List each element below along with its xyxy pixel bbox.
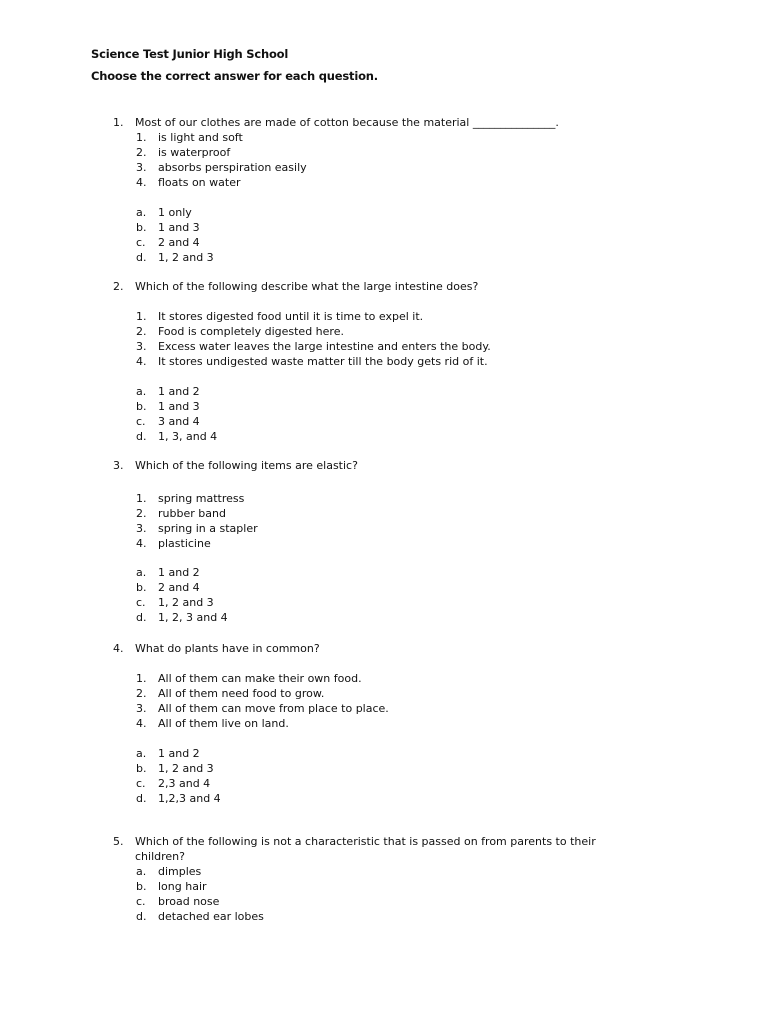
question-stem bbox=[0, 834, 768, 849]
statement-text: All of them live on land. bbox=[158, 717, 289, 730]
choice-item bbox=[0, 776, 768, 791]
choice-text: broad nose bbox=[158, 895, 220, 908]
choice-letter: c. bbox=[136, 415, 146, 428]
choice-item bbox=[0, 250, 768, 265]
statement-number: 1. bbox=[136, 310, 147, 323]
question-text: Most of our clothes are made of cotton because the material _______________. bbox=[135, 116, 559, 129]
statement-number: 3. bbox=[136, 161, 147, 174]
statement-text: plasticine bbox=[158, 537, 211, 550]
choice-item bbox=[0, 235, 768, 250]
statement-text: is light and soft bbox=[158, 131, 243, 144]
question-number: 1. bbox=[113, 116, 124, 129]
choice-item bbox=[0, 761, 768, 776]
statement-text: floats on water bbox=[158, 176, 241, 189]
statement-item bbox=[0, 354, 768, 369]
choice-letter: d. bbox=[136, 611, 147, 624]
choice-text: 3 and 4 bbox=[158, 415, 200, 428]
choice-text: 1 and 2 bbox=[158, 747, 200, 760]
statement-number: 4. bbox=[136, 717, 147, 730]
choice-letter: d. bbox=[136, 430, 147, 443]
statement-number: 1. bbox=[136, 131, 147, 144]
statement-text: It stores undigested waste matter till the body gets rid of it. bbox=[158, 355, 488, 368]
choice-letter: d. bbox=[136, 910, 147, 923]
statement-text: spring mattress bbox=[158, 492, 245, 505]
choice-letter: b. bbox=[136, 400, 147, 413]
question-text: Which of the following describe what the large intestine does? bbox=[135, 280, 479, 293]
choice-text: 1, 3, and 4 bbox=[158, 430, 218, 443]
question-stem-continuation bbox=[0, 849, 768, 864]
choice-item bbox=[0, 384, 768, 399]
choice-letter: b. bbox=[136, 762, 147, 775]
statement-item bbox=[0, 130, 768, 145]
statement-item bbox=[0, 175, 768, 190]
statement-text: All of them can make their own food. bbox=[158, 672, 362, 685]
choice-letter: c. bbox=[136, 777, 146, 790]
statement-item bbox=[0, 701, 768, 716]
statement-text: is waterproof bbox=[158, 146, 231, 159]
question-text: children? bbox=[135, 850, 185, 863]
choice-text: detached ear lobes bbox=[158, 910, 264, 923]
statement-number: 4. bbox=[136, 355, 147, 368]
statement-item bbox=[0, 491, 768, 506]
statement-text: Food is completely digested here. bbox=[158, 325, 344, 338]
choice-item bbox=[0, 414, 768, 429]
question-number: 3. bbox=[113, 459, 124, 472]
choice-letter: b. bbox=[136, 581, 147, 594]
statement-text: absorbs perspiration easily bbox=[158, 161, 307, 174]
question-number: 4. bbox=[113, 642, 124, 655]
statement-item bbox=[0, 339, 768, 354]
choice-letter: a. bbox=[136, 206, 147, 219]
statement-number: 2. bbox=[136, 325, 147, 338]
document-instructions: Choose the correct answer for each question. bbox=[91, 69, 378, 83]
choice-letter: c. bbox=[136, 895, 146, 908]
statement-item bbox=[0, 716, 768, 731]
question-stem bbox=[0, 458, 768, 473]
statement-item bbox=[0, 536, 768, 551]
statement-text: All of them can move from place to place. bbox=[158, 702, 389, 715]
statement-item bbox=[0, 324, 768, 339]
choice-text: 1 and 3 bbox=[158, 400, 200, 413]
choice-text: 2,3 and 4 bbox=[158, 777, 211, 790]
choice-item bbox=[0, 909, 768, 924]
statement-text: It stores digested food until it is time to expel it. bbox=[158, 310, 424, 323]
choice-item bbox=[0, 864, 768, 879]
choice-item bbox=[0, 879, 768, 894]
choice-item bbox=[0, 746, 768, 761]
question-stem bbox=[0, 641, 768, 656]
statement-item bbox=[0, 686, 768, 701]
statement-text: Excess water leaves the large intestine and enters the body. bbox=[158, 340, 491, 353]
choice-letter: a. bbox=[136, 747, 147, 760]
statement-text: rubber band bbox=[158, 507, 226, 520]
statement-item bbox=[0, 506, 768, 521]
question-text: What do plants have in common? bbox=[135, 642, 320, 655]
statement-text: All of them need food to grow. bbox=[158, 687, 325, 700]
question-number: 2. bbox=[113, 280, 124, 293]
choice-text: 1 and 2 bbox=[158, 385, 200, 398]
statement-number: 1. bbox=[136, 492, 147, 505]
choice-letter: a. bbox=[136, 385, 147, 398]
choice-item bbox=[0, 595, 768, 610]
choice-text: 1 and 3 bbox=[158, 221, 200, 234]
statement-number: 1. bbox=[136, 672, 147, 685]
statement-item bbox=[0, 145, 768, 160]
choice-text: 2 and 4 bbox=[158, 236, 200, 249]
choice-item bbox=[0, 205, 768, 220]
choice-item bbox=[0, 580, 768, 595]
choice-item bbox=[0, 220, 768, 235]
statement-number: 2. bbox=[136, 146, 147, 159]
document-title: Science Test Junior High School bbox=[91, 47, 289, 61]
statement-number: 2. bbox=[136, 687, 147, 700]
choice-letter: c. bbox=[136, 596, 146, 609]
choice-text: 1, 2 and 3 bbox=[158, 762, 214, 775]
question-stem bbox=[0, 115, 768, 130]
choice-item bbox=[0, 399, 768, 414]
choice-text: 1 only bbox=[158, 206, 192, 219]
statement-number: 2. bbox=[136, 507, 147, 520]
choice-item bbox=[0, 894, 768, 909]
choice-text: 1, 2, 3 and 4 bbox=[158, 611, 228, 624]
question-stem bbox=[0, 279, 768, 294]
choice-text: 2 and 4 bbox=[158, 581, 200, 594]
statement-item bbox=[0, 160, 768, 175]
choice-letter: a. bbox=[136, 566, 147, 579]
choice-letter: b. bbox=[136, 221, 147, 234]
question-number: 5. bbox=[113, 835, 124, 848]
choice-letter: b. bbox=[136, 880, 147, 893]
statement-item bbox=[0, 309, 768, 324]
choice-item bbox=[0, 429, 768, 444]
choice-letter: d. bbox=[136, 251, 147, 264]
question-text: Which of the following items are elastic? bbox=[135, 459, 358, 472]
statement-number: 3. bbox=[136, 522, 147, 535]
choice-text: 1, 2 and 3 bbox=[158, 596, 214, 609]
statement-item bbox=[0, 521, 768, 536]
choice-letter: c. bbox=[136, 236, 146, 249]
statement-number: 4. bbox=[136, 176, 147, 189]
choice-letter: d. bbox=[136, 792, 147, 805]
choice-text: 1 and 2 bbox=[158, 566, 200, 579]
choice-letter: a. bbox=[136, 865, 147, 878]
choice-text: dimples bbox=[158, 865, 202, 878]
statement-number: 3. bbox=[136, 340, 147, 353]
statement-number: 3. bbox=[136, 702, 147, 715]
statement-number: 4. bbox=[136, 537, 147, 550]
question-text: Which of the following is not a characteristic that is passed on from parents to their bbox=[135, 835, 596, 848]
choice-item bbox=[0, 565, 768, 580]
choice-text: long hair bbox=[158, 880, 207, 893]
choice-text: 1,2,3 and 4 bbox=[158, 792, 221, 805]
choice-item bbox=[0, 791, 768, 806]
statement-item bbox=[0, 671, 768, 686]
statement-text: spring in a stapler bbox=[158, 522, 258, 535]
choice-text: 1, 2 and 3 bbox=[158, 251, 214, 264]
choice-item bbox=[0, 610, 768, 625]
